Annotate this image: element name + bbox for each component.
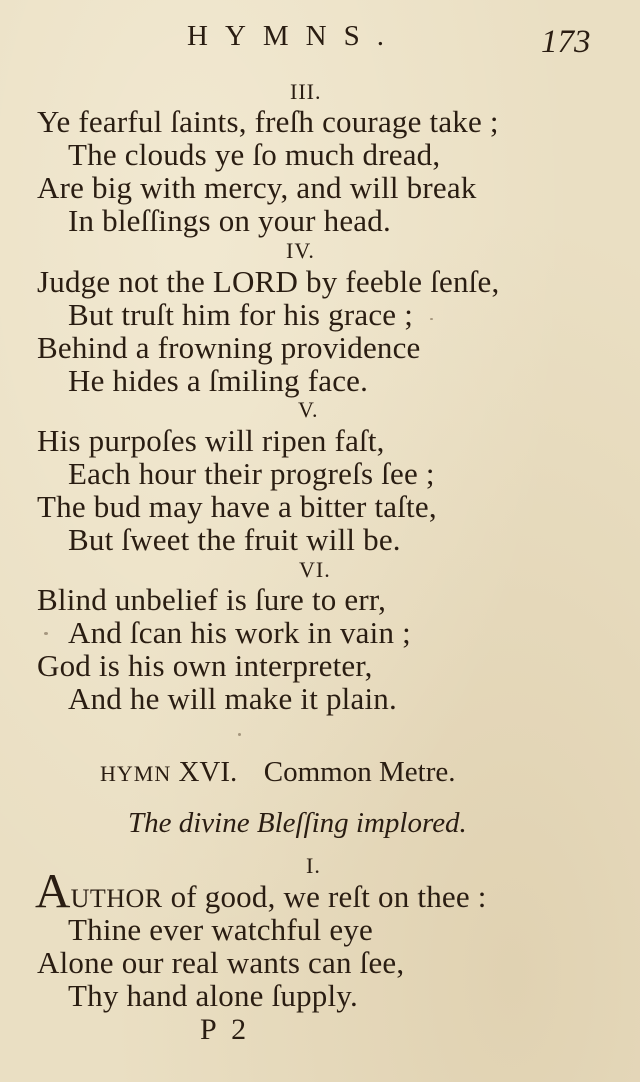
hymn-heading-label: HYMN — [100, 761, 172, 786]
hymn-heading-metre: Common Metre. — [263, 756, 456, 788]
verse-line: And he will make it plain. — [68, 681, 397, 716]
verse-line: The bud may have a bitter taſte, — [37, 489, 437, 524]
stanza-number-iii: III. — [290, 79, 322, 104]
hymn-heading-number: XVI. — [178, 756, 238, 788]
stanza-number-i: I. — [306, 853, 321, 878]
stanza-number-v: V. — [298, 397, 319, 422]
verse-line: Ye fearful ſaints, freſh courage take ; — [37, 104, 499, 139]
running-title: HYMNS. — [187, 20, 401, 52]
stanza-number-iv: IV. — [286, 238, 315, 263]
verse-line: God is his own interpreter, — [37, 648, 373, 683]
hymn-subtitle: The divine Bleſſing implored. — [128, 807, 467, 839]
page-number: 173 — [541, 24, 591, 60]
verse-line: He hides a ſmiling face. — [68, 363, 369, 398]
paper-speck — [44, 632, 48, 635]
first-verse-line — [35, 863, 487, 918]
verse-line: Judge not the LORD by feeble ſenſe, — [37, 264, 500, 299]
verse-line: In bleſſings on your head. — [68, 203, 391, 238]
verse-line: The clouds ye ſo much dread, — [68, 137, 441, 172]
first-line-rest: of good, we reſt on thee : — [162, 879, 487, 914]
verse-line: Behind a frowning providence — [37, 330, 421, 365]
paper-speck — [238, 733, 241, 736]
verse-line: Each hour their progreſs ſee ; — [68, 456, 435, 491]
verse-line: Thine ever watchful eye — [68, 912, 373, 947]
paper-speck — [430, 318, 433, 320]
first-word-caps: UTHOR — [70, 884, 163, 913]
verse-line: But truſt him for his grace ; — [68, 297, 414, 332]
stanza-number-vi: VI. — [299, 557, 331, 582]
verse-line: And ſcan his work in vain ; — [68, 615, 411, 650]
verse-line: Are big with mercy, and will break — [37, 170, 477, 205]
verse-line: But ſweet the fruit will be. — [68, 522, 401, 557]
hymn-heading — [100, 756, 455, 789]
verse-line: Blind unbelief is ſure to err, — [37, 582, 387, 617]
verse-line: Alone our real wants can ſee, — [37, 945, 405, 980]
verse-line: Thy hand alone ſupply. — [68, 978, 358, 1013]
drop-cap: A — [35, 863, 71, 918]
signature-mark: P 2 — [200, 1013, 251, 1046]
verse-line: His purpoſes will ripen faſt, — [37, 423, 385, 458]
